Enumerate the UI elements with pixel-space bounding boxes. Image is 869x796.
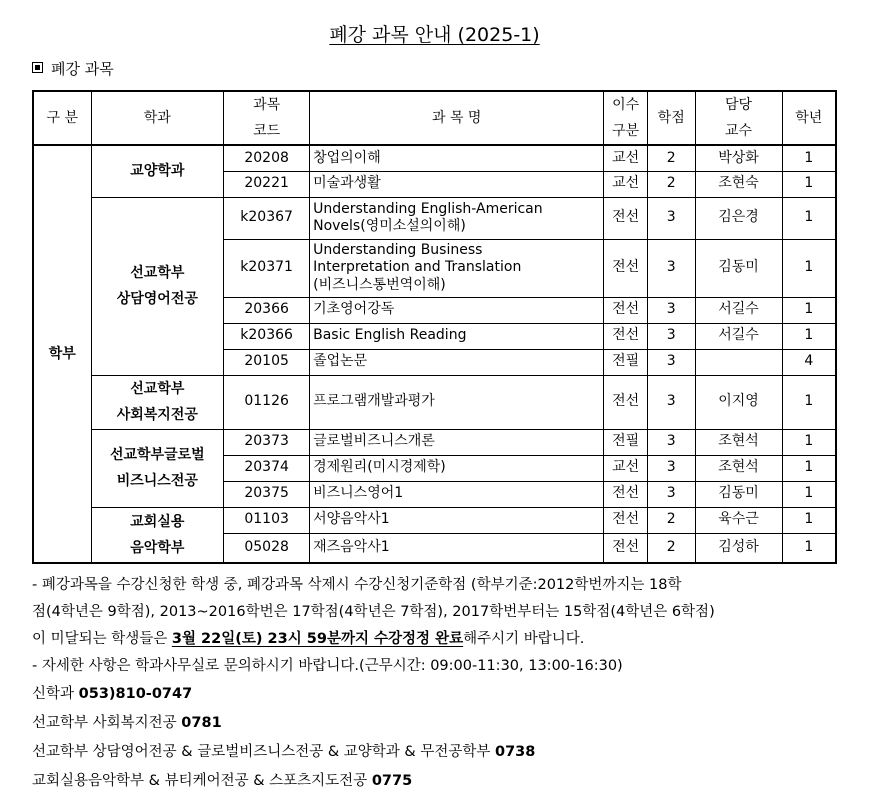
course-name-cell: 재즈음악사1: [310, 533, 604, 563]
credits-cell: 3: [647, 429, 695, 455]
table-header-row: [33, 91, 836, 145]
credits-cell: 2: [647, 171, 695, 197]
header-professor: 담당 교수: [695, 91, 782, 145]
credits-cell: 3: [647, 323, 695, 349]
course-name-cell: 졸업논문: [310, 349, 604, 375]
type-cell: 전필: [604, 429, 648, 455]
grade-cell: 1: [782, 533, 836, 563]
contact-line: 선교학부 상담영어전공 & 글로벌비즈니스전공 & 교양학과 & 무전공학부 0738: [32, 744, 536, 760]
section-label: 폐강 과목: [51, 60, 114, 78]
grade-cell: 1: [782, 197, 836, 239]
credits-cell: 3: [647, 239, 695, 297]
table-row: [33, 507, 836, 533]
course-name-cell: 서양음악사1: [310, 507, 604, 533]
closed-courses-table: [32, 90, 837, 564]
department-cell: 선교학부 사회복지전공: [91, 375, 224, 429]
code-cell: 01103: [224, 507, 310, 533]
professor-cell: 김동미: [695, 239, 782, 297]
code-cell: k20367: [224, 197, 310, 239]
phone-number: 053)810-0747: [78, 686, 193, 702]
grade-cell: 1: [782, 455, 836, 481]
department-cell: 선교학부글로벌 비즈니스전공: [91, 429, 224, 507]
grade-cell: 1: [782, 297, 836, 323]
note-line: 이 미달되는 학생들은 3월 22일(토) 23시 59분까지 수강정정 완료해주시기 바랍니다.: [32, 631, 585, 647]
notes-block: [32, 572, 842, 680]
contact-line: 교회실용음악학부 & 뷰티케어전공 & 스포츠지도전공 0775: [32, 773, 413, 789]
course-name-cell: 글로벌비즈니스개론: [310, 429, 604, 455]
course-name-cell: 창업의이해: [310, 145, 604, 171]
grade-cell: 1: [782, 429, 836, 455]
note-line: - 자세한 사항은 학과사무실로 문의하시기 바랍니다.(근무시간: 09:00-11:30, 13:00-16:30): [32, 658, 623, 674]
header-category: 구 분: [33, 91, 91, 145]
code-cell: 20375: [224, 481, 310, 507]
professor-cell: 조현석: [695, 429, 782, 455]
header-type: 이수 구분: [604, 91, 648, 145]
credits-cell: 3: [647, 297, 695, 323]
professor-cell: 서길수: [695, 323, 782, 349]
code-cell: 05028: [224, 533, 310, 563]
grade-cell: 1: [782, 171, 836, 197]
professor-cell: 조현석: [695, 455, 782, 481]
grade-cell: 1: [782, 375, 836, 429]
credits-cell: 3: [647, 375, 695, 429]
department-cell: 교양학과: [91, 145, 224, 197]
course-name-cell: 프로그램개발과평가: [310, 375, 604, 429]
course-name-cell: 기초영어강독: [310, 297, 604, 323]
code-cell: k20371: [224, 239, 310, 297]
credits-cell: 3: [647, 349, 695, 375]
grade-cell: 4: [782, 349, 836, 375]
code-cell: 20105: [224, 349, 310, 375]
note-line: 점(4학년은 9학점), 2013~2016학번은 17학점(4학년은 7학점), 2017학번부터는 15학점(4학년은 6학점): [32, 604, 715, 620]
square-bullet-icon: [32, 62, 43, 73]
type-cell: 전선: [604, 197, 648, 239]
type-cell: 전선: [604, 297, 648, 323]
category-cell: 학부: [33, 145, 91, 563]
header-department: 학과: [91, 91, 224, 145]
type-cell: 전선: [604, 239, 648, 297]
table-row: [33, 375, 836, 429]
table-row: [33, 145, 836, 171]
type-cell: 교선: [604, 171, 648, 197]
code-cell: 20208: [224, 145, 310, 171]
professor-cell: 김성하: [695, 533, 782, 563]
credits-cell: 2: [647, 533, 695, 563]
code-cell: 01126: [224, 375, 310, 429]
phone-number: 0781: [181, 715, 222, 731]
header-credits: 학점: [647, 91, 695, 145]
course-name-cell: 미술과생활: [310, 171, 604, 197]
type-cell: 전선: [604, 323, 648, 349]
header-course-name: 과 목 명: [310, 91, 604, 145]
code-cell: 20221: [224, 171, 310, 197]
grade-cell: 1: [782, 323, 836, 349]
section-heading: [32, 58, 114, 79]
department-cell: 선교학부 상담영어전공: [91, 197, 224, 375]
header-code: 과목 코드: [224, 91, 310, 145]
phone-number: 0738: [495, 744, 536, 760]
professor-cell: 이지영: [695, 375, 782, 429]
type-cell: 교선: [604, 455, 648, 481]
professor-cell: 김은경: [695, 197, 782, 239]
course-name-cell: Understanding Business Interpretation and Translation (비즈니스통번역이해): [310, 239, 604, 297]
table-row: [33, 197, 836, 239]
grade-cell: 1: [782, 507, 836, 533]
deadline-highlight: 3월 22일(토) 23시 59분까지 수강정정 완료: [171, 631, 464, 647]
phone-number: 0775: [371, 773, 413, 789]
code-cell: 20366: [224, 297, 310, 323]
professor-cell: 박상화: [695, 145, 782, 171]
contact-line: 신학과 053)810-0747: [32, 686, 193, 702]
professor-cell: 조현숙: [695, 171, 782, 197]
professor-cell: 김동미: [695, 481, 782, 507]
credits-cell: 3: [647, 197, 695, 239]
type-cell: 전필: [604, 349, 648, 375]
code-cell: 20374: [224, 455, 310, 481]
page-title: 폐강 과목 안내 (2025-1): [329, 24, 540, 46]
table-row: [33, 429, 836, 455]
course-name-cell: Basic English Reading: [310, 323, 604, 349]
contacts-block: [32, 680, 535, 796]
credits-cell: 2: [647, 145, 695, 171]
grade-cell: 1: [782, 481, 836, 507]
type-cell: 전선: [604, 481, 648, 507]
note-line: - 폐강과목을 수강신청한 학생 중, 폐강과목 삭제시 수강신청기준학점 (학부기준:2012학번까지는 18학: [32, 577, 682, 593]
grade-cell: 1: [782, 145, 836, 171]
type-cell: 전선: [604, 533, 648, 563]
type-cell: 교선: [604, 145, 648, 171]
code-cell: k20366: [224, 323, 310, 349]
course-name-cell: Understanding English-American Novels(영미소설의이해): [310, 197, 604, 239]
professor-cell: 서길수: [695, 297, 782, 323]
professor-cell: [695, 349, 782, 375]
course-name-cell: 비즈니스영어1: [310, 481, 604, 507]
header-grade: 학년: [782, 91, 836, 145]
course-name-cell: 경제원리(미시경제학): [310, 455, 604, 481]
professor-cell: 육수근: [695, 507, 782, 533]
grade-cell: 1: [782, 239, 836, 297]
contact-line: 선교학부 사회복지전공 0781: [32, 715, 222, 731]
type-cell: 전선: [604, 375, 648, 429]
credits-cell: 3: [647, 455, 695, 481]
credits-cell: 3: [647, 481, 695, 507]
type-cell: 전선: [604, 507, 648, 533]
credits-cell: 2: [647, 507, 695, 533]
department-cell: 교회실용 음악학부: [91, 507, 224, 563]
code-cell: 20373: [224, 429, 310, 455]
